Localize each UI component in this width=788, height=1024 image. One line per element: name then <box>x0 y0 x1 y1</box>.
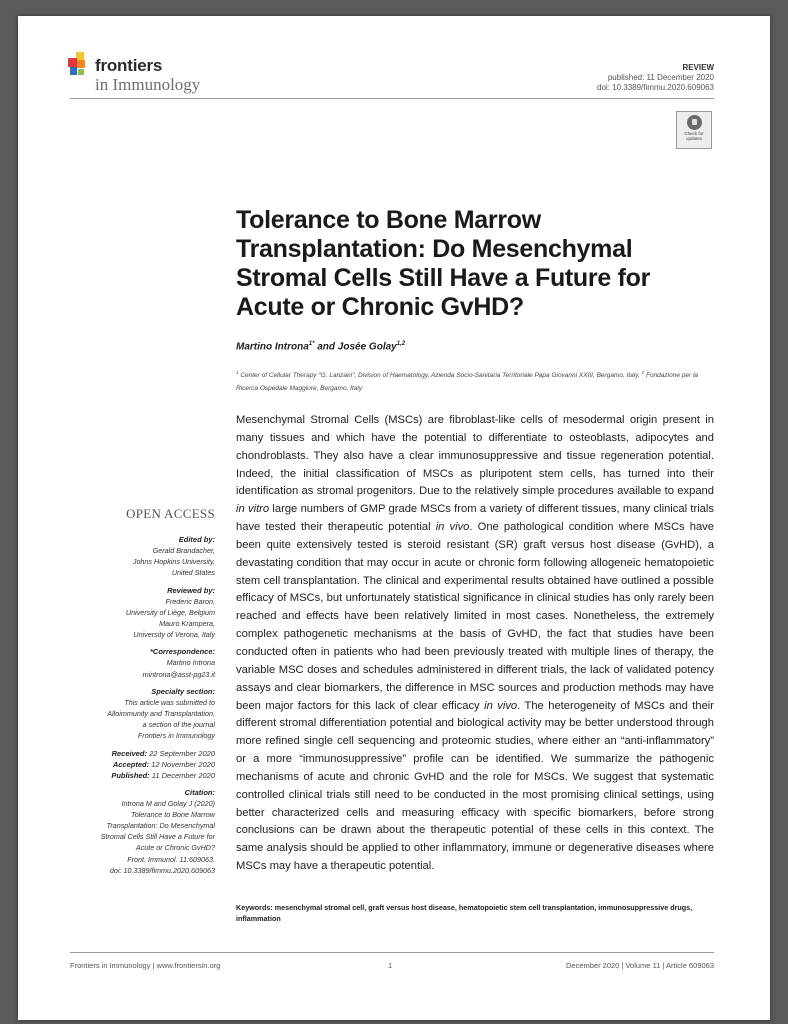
open-access-label: OPEN ACCESS <box>126 506 215 521</box>
affil-2-number: 2 <box>641 370 645 375</box>
author-2[interactable]: Josée Golay <box>337 341 397 353</box>
abstract-italic-3: in vivo <box>484 699 518 712</box>
published-date: published: 11 December 2020 <box>607 73 714 82</box>
specialty-line: Frontiers in Immunology <box>137 731 215 741</box>
affil-1-number: 1 <box>236 370 239 375</box>
accepted-date <box>78 759 215 770</box>
received-label: Received: <box>111 748 148 758</box>
reviewer-line: Mauro Krampera, <box>159 619 215 629</box>
affiliation-2: Fondazione per la Ricerca Ospedale Maggiore, Bergamo, Italy <box>236 372 699 393</box>
accepted-value: 12 November 2020 <box>151 759 215 769</box>
citation-line: Introna M and Golay J (2020) <box>121 798 215 808</box>
editor-line: Johns Hopkins University, <box>132 557 215 567</box>
abstract-italic-1: in vitro <box>236 503 270 516</box>
editor-block <box>78 534 215 579</box>
received-value: 22 September 2020 <box>149 748 215 758</box>
reviewer-line: Frederic Baron, <box>165 596 215 606</box>
article-page <box>18 16 770 1020</box>
edited-by-heading: Edited by: <box>178 535 215 544</box>
author-and: and <box>317 341 336 353</box>
correspondent-email[interactable]: mintrona@asst-pg23.it <box>142 669 215 679</box>
reviewer-line: University of Verona, Italy <box>133 630 215 640</box>
citation-line: Stromal Cells Still Have a Future for <box>100 832 215 842</box>
updates-label-2: updates <box>685 136 702 141</box>
correspondence-heading: *Correspondence: <box>149 647 215 657</box>
updates-label-1: Check for <box>684 131 704 136</box>
sidebar <box>78 506 215 882</box>
abstract-text-1: Mesenchymal Stromal Cells (MSCs) are fibroblast-like cells of mesodermal origin present in many tissues and which have the potential to differentiate to osteoblasts, adipocytes and chondroblasts. They also have a clear immunosuppressive and tissue regeneration potential. Indeed, the initial classification of MSCs as pluripotent stem cells, has turned into their identification as stromal progenitors. Due to the relatively simple procedures available to expand <box>236 414 714 498</box>
article-title: Tolerance to Bone Marrow Transplantation: Do Mesenchymal Stromal Cells Still Have a Future for Acute or Chronic GvHD? <box>236 206 651 321</box>
specialty-line: This article was submitted to <box>124 697 215 707</box>
abstract-italic-2: in vivo <box>435 521 470 534</box>
citation-heading: Citation: <box>184 787 215 797</box>
article-type: REVIEW <box>682 63 714 72</box>
author-1-affil: 1* <box>308 341 315 347</box>
page-number: 1 <box>388 961 393 970</box>
header-divider <box>70 98 714 99</box>
editor-line: United States <box>171 568 215 578</box>
specialty-block <box>78 686 215 742</box>
abstract-text-4: . The heterogeneity of MSCs and their different stromal differentiation potential and biological activity may be better understood through more refined single cell sequencing and proteomic studies, where either an “anti-inflammatory” or a more “immunosuppressive” profile can be identified. We summarize the pathogenic mechanisms of acute and chronic GvHD and the role for MSCs. We suggest that systematic controlled clinical trials still need to be conducted in the most promising clinical settings, using better characterized cells and measuring efficacy with specific biomarkers, before strong conclusions can be drawn about the therapeutic potential of these cells in this context. The same analysis should be applied to other inflammatory, immune or degenerative diseases where MSCs may have a therapeutic potential. <box>236 699 715 873</box>
dates-block <box>78 748 215 781</box>
reviewer-line: University of Liège, Belgium <box>125 607 215 617</box>
citation-line: Acute or Chronic GvHD? <box>135 843 215 853</box>
citation-line: Transplantation: Do Mesenchymal <box>106 821 215 831</box>
footer-journal-link[interactable]: Frontiers in Immunology | www.frontiersin.org <box>70 961 221 970</box>
author-2-affil: 1,2 <box>396 341 406 347</box>
abstract-text-2: large numbers of GMP grade MSCs from a variety of different tissues, many clinical trials have tested their therapeutic potential <box>236 503 714 534</box>
keywords-label: Keywords: <box>236 903 273 912</box>
keywords-list: mesenchymal stromal cell, graft versus host disease, hematopoietic stem cell transplantation, immunosuppressive drugs, inflammation <box>236 903 693 923</box>
brand-name: frontiers <box>95 56 163 75</box>
footer-issue-info: December 2020 | Volume 11 | Article 609063 <box>565 961 714 970</box>
citation-line: Tolerance to Bone Marrow <box>130 809 215 819</box>
footer-divider <box>70 952 714 953</box>
specialty-line: a section of the journal <box>142 720 215 730</box>
published-date-sidebar <box>78 770 215 781</box>
specialty-line: Alloimmunity and Transplantation, <box>107 709 215 719</box>
check-for-updates-badge[interactable] <box>676 111 712 149</box>
received-date <box>78 748 215 759</box>
abstract-text-3: . One pathological condition where MSCs have been quite extensively tested is steroid resistant (SR) graft versus host disease (GvHD), a devastating condition that may occur in acute or chronic form following allogeneic hematopoietic stem cell transplantation. The clinical and experimental results obtained have outlined a possible efficacy of MSCs, but unfortunately statistical significance in clinical studies has only rarely been reached and effects have been relatively limited in most cases. Nonetheless, the extremely complex pathogenetic mechanisms at the basis of GvHD, the fact that studies have been conducted often in patients who had been previously treated with multiple lines of therapy, the variable MSC doses and schedules administered in different trials, the lack of validated potency assays and clear biomarkers, the difference in MSC sources and production methods may have been major factors for this lack of clear efficacy <box>236 521 714 712</box>
author-line <box>236 341 405 352</box>
journal-name: in Immunology <box>95 75 201 94</box>
correspondent-name: Martino Introna <box>166 658 215 668</box>
article-meta <box>597 63 714 93</box>
frontiers-logo-icon <box>68 52 92 78</box>
accepted-label: Accepted: <box>112 759 150 769</box>
frontiers-logo[interactable] <box>68 50 238 114</box>
citation-block <box>78 787 215 876</box>
citation-doi[interactable]: doi: 10.3389/fimmu.2020.609063 <box>109 865 215 875</box>
editor-line: Gerald Brandacher, <box>152 546 215 555</box>
specialty-heading: Specialty section: <box>151 686 215 696</box>
citation-line: Front. Immunol. 11:609063. <box>127 854 215 864</box>
author-1[interactable]: Martino Introna <box>236 341 309 353</box>
abstract <box>236 412 714 876</box>
reviewers-block <box>78 585 215 641</box>
affiliation-1: Center of Cellular Therapy "G. Lanzani", Division of Haematology, Azienda Socio-Sanitaria Territoriale Papa Giovanni XXIII, Bergamo, Italy, <box>240 372 640 380</box>
updates-icon <box>687 115 702 130</box>
keywords <box>236 902 714 924</box>
doi[interactable]: doi: 10.3389/fimmu.2020.609063 <box>597 83 714 92</box>
correspondence-block <box>78 646 215 679</box>
affiliations <box>236 366 716 395</box>
published-label: Published: <box>111 770 150 780</box>
reviewed-by-heading: Reviewed by: <box>167 585 215 595</box>
published-value: 11 December 2020 <box>151 770 215 780</box>
